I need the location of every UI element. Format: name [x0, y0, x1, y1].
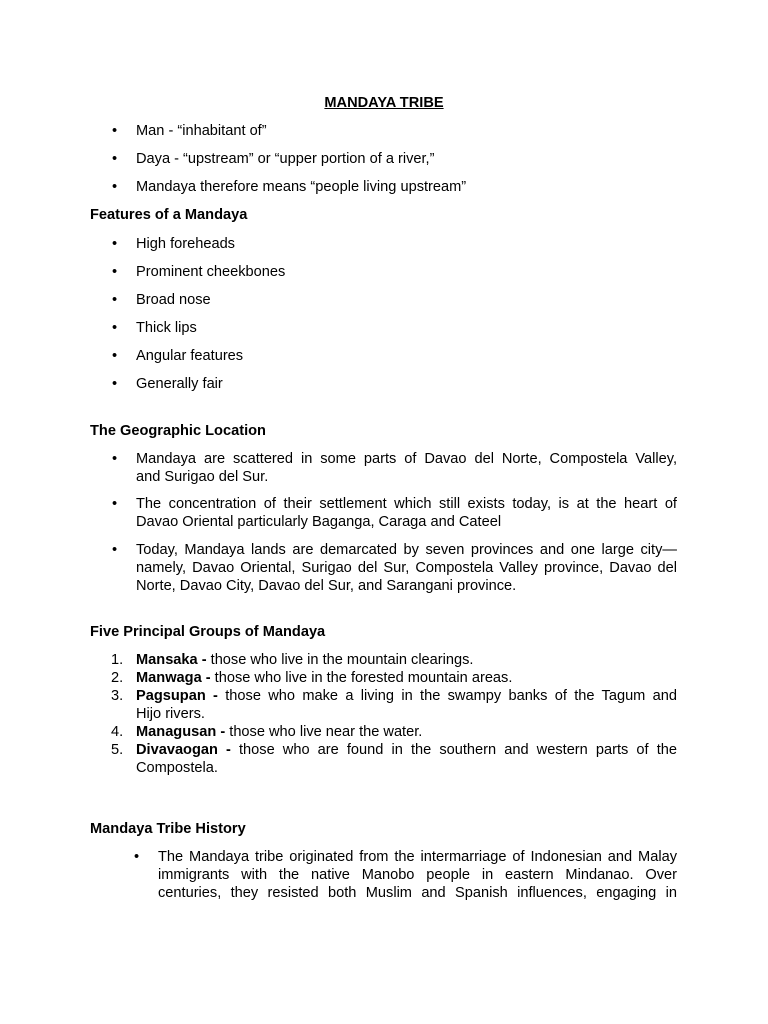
list-number: 5. [111, 742, 124, 758]
bullet-icon: • [112, 123, 118, 139]
bullet-icon: • [112, 151, 118, 167]
text-line [136, 651, 677, 669]
text-line: The Mandaya tribe originated from the intermarriage of Indonesian and Malay [158, 849, 677, 865]
group-item [136, 651, 677, 669]
group-desc: those who are found in the southern and western parts of the [239, 742, 677, 758]
text-line [136, 723, 677, 741]
text-line [136, 741, 677, 759]
text-line: Compostela. [136, 760, 218, 776]
text-line: The concentration of their settlement which still exists today, is at the heart of [136, 496, 677, 512]
text-line: Davao Oriental particularly Baganga, Caraga and Cateel [136, 514, 502, 530]
group-desc: those who make a living in the swampy banks of the Tagum and [225, 688, 678, 704]
group-name: Divavaogan - [136, 742, 231, 758]
text-line: and Surigao del Sur. [136, 469, 269, 485]
feature-item: Generally fair [136, 376, 223, 392]
bullet-icon: • [134, 849, 140, 865]
feature-item: High foreheads [136, 236, 235, 252]
history-heading: Mandaya Tribe History [90, 821, 246, 837]
group-item [136, 741, 677, 777]
group-item [136, 669, 677, 687]
bullet-icon: • [112, 376, 118, 392]
list-number: 1. [111, 652, 124, 668]
feature-item: Thick lips [136, 320, 197, 336]
geography-item [136, 450, 677, 486]
features-heading: Features of a Mandaya [90, 207, 248, 223]
feature-item: Broad nose [136, 292, 211, 308]
text-line: immigrants with the native Manobo people in eastern Mindanao. Over [158, 867, 677, 883]
text-line: Today, Mandaya lands are demarcated by seven provinces and one large city— [136, 542, 677, 558]
feature-item: Angular features [136, 348, 244, 364]
text-line: Hijo rivers. [136, 706, 205, 722]
bullet-icon: • [112, 496, 118, 512]
groups-heading: Five Principal Groups of Mandaya [90, 624, 326, 640]
group-desc: those who live in the forested mountain areas. [214, 670, 513, 686]
bullet-icon: • [112, 320, 118, 336]
geography-item [136, 495, 677, 531]
bullet-icon: • [112, 179, 118, 195]
feature-item: Prominent cheekbones [136, 264, 286, 280]
group-name: Mansaka - [136, 652, 207, 668]
group-name: Manwaga - [136, 670, 211, 686]
history-paragraph [158, 848, 677, 902]
text-line: namely, Davao Oriental, Surigao del Sur, Compostela Valley province, Davao del [136, 560, 677, 576]
bullet-icon: • [112, 542, 118, 558]
group-desc: those who live near the water. [229, 724, 423, 740]
geography-item [136, 541, 677, 595]
geography-heading: The Geographic Location [90, 423, 266, 439]
bullet-icon: • [112, 264, 118, 280]
list-number: 4. [111, 724, 124, 740]
document-title: MANDAYA TRIBE [324, 95, 444, 111]
bullet-icon: • [112, 451, 118, 467]
group-item [136, 723, 677, 741]
text-line [136, 669, 677, 687]
text-line: Mandaya are scattered in some parts of Davao del Norte, Compostela Valley, [136, 451, 677, 467]
bullet-icon: • [112, 236, 118, 252]
list-number: 2. [111, 670, 124, 686]
intro-item: Mandaya therefore means “people living upstream” [136, 179, 467, 195]
intro-item: Daya - “upstream” or “upper portion of a river,” [136, 151, 435, 167]
group-name: Managusan - [136, 724, 226, 740]
text-line [136, 687, 677, 705]
text-line: Norte, Davao City, Davao del Sur, and Sarangani province. [136, 578, 517, 594]
group-desc: those who live in the mountain clearings. [210, 652, 474, 668]
bullet-icon: • [112, 292, 118, 308]
list-number: 3. [111, 688, 124, 704]
intro-item: Man - “inhabitant of” [136, 123, 267, 139]
text-line: centuries, they resisted both Muslim and Spanish influences, engaging in [158, 885, 677, 901]
group-name: Pagsupan - [136, 688, 218, 704]
bullet-icon: • [112, 348, 118, 364]
group-item [136, 687, 677, 723]
